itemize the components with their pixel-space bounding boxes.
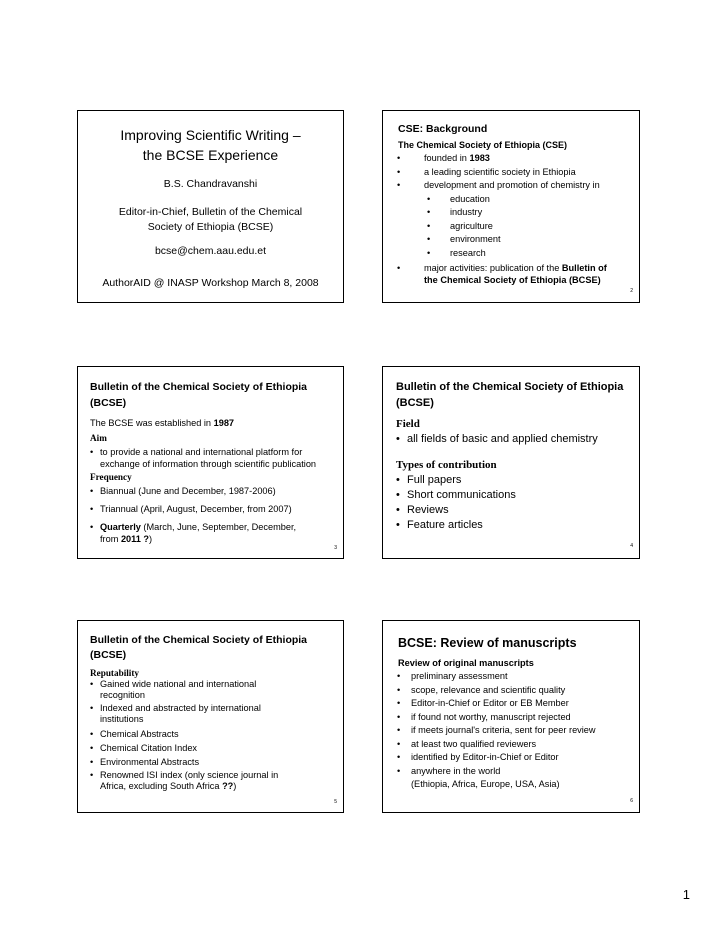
- slide-4-title: Bulletin of the Chemical Society of Ethiopia (BCSE): [396, 381, 624, 409]
- list-item: • Biannual (June and December, 1987-2006): [78, 485, 343, 497]
- sub-list-item: • research: [383, 247, 639, 261]
- reputability-label: Reputability: [90, 668, 140, 678]
- list-item: • major activities: publication of the Bulletin of the Chemical Society of Ethiopia (BCSE): [383, 262, 639, 286]
- slide-2-subtitle: The Chemical Society of Ethiopia (CSE): [398, 139, 568, 150]
- list-item: • Editor-in-Chief or Editor or EB Member: [383, 697, 639, 711]
- list-item: • development and promotion of chemistry in: [383, 179, 639, 193]
- event: AuthorAID @ INASP Workshop March 8, 2008: [102, 277, 319, 289]
- list-item: • Chemical Citation Index: [78, 742, 343, 754]
- aim-label: Aim: [90, 433, 107, 443]
- slide-2-title: CSE: Background: [398, 123, 488, 135]
- slide-1: [77, 110, 344, 303]
- slide-number: 4: [630, 543, 633, 549]
- list-item: • all fields of basic and applied chemistry: [383, 432, 639, 447]
- list-item: • Reviews: [383, 503, 639, 518]
- list-item: • identified by Editor-in-Chief or Editor: [383, 751, 639, 765]
- slide-number: 5: [334, 799, 337, 805]
- slide-3-title: Bulletin of the Chemical Society of Ethiopia (BCSE): [90, 381, 308, 409]
- author: B.S. Chandravanshi: [163, 178, 258, 190]
- list-item: • Gained wide national and international recognition: [78, 679, 343, 701]
- list-item: • to provide a national and international platform for exchange of information through scientific publication: [78, 446, 343, 470]
- list-item: • Quarterly (March, June, September, December, from 2011 ?): [78, 521, 343, 545]
- list-item: • Full papers: [383, 473, 639, 488]
- slide-6: [382, 620, 640, 813]
- slide-1-title: Improving Scientific Writing – the BCSE Experience: [120, 127, 301, 163]
- slide-5: [77, 620, 344, 813]
- list-item: • a leading scientific society in Ethiopia: [383, 166, 639, 180]
- types-label: Types of contribution: [396, 459, 497, 471]
- list-item: • Indexed and abstracted by international institutions: [78, 703, 343, 725]
- list-item: • Environmental Abstracts: [78, 756, 343, 768]
- slide-number: 6: [630, 797, 633, 804]
- continuation-text: (Ethiopia, Africa, Europe, USA, Asia): [411, 779, 560, 789]
- list-item: • if found not worthy, manuscript rejected: [383, 711, 639, 725]
- role-line-2: Society of Ethiopia (BCSE): [147, 221, 274, 233]
- list-item: • preliminary assessment: [383, 670, 639, 684]
- slide-6-subtitle: Review of original manuscripts: [398, 657, 534, 668]
- list-item: • Chemical Abstracts: [78, 728, 343, 740]
- slide-2: [382, 110, 640, 303]
- field-label: Field: [396, 418, 420, 430]
- list-item: • if meets journal's criteria, sent for peer review: [383, 724, 639, 738]
- established-text: The BCSE was established in 1987: [90, 418, 235, 428]
- slide-number: 2: [630, 287, 633, 294]
- sub-list-item: • education: [383, 193, 639, 207]
- list-item: • founded in 1983: [383, 152, 639, 166]
- list-item: • Feature articles: [383, 518, 639, 533]
- list-item: • Renowned ISI index (only science journal in Africa, excluding South Africa ??): [78, 770, 343, 792]
- email: bcse@chem.aau.edu.et: [154, 245, 267, 257]
- role-line-1: Editor-in-Chief, Bulletin of the Chemical: [118, 206, 303, 218]
- list-item: • Triannual (April, August, December, from 2007): [78, 503, 343, 515]
- sub-list-item: • environment: [383, 233, 639, 247]
- list-item: • at least two qualified reviewers: [383, 738, 639, 752]
- slide-4: [382, 366, 640, 559]
- slide-3: [77, 366, 344, 559]
- sub-list-item: • industry: [383, 206, 639, 220]
- list-item: • scope, relevance and scientific quality: [383, 684, 639, 698]
- slide-5-title: Bulletin of the Chemical Society of Ethiopia (BCSE): [90, 634, 308, 661]
- slide-2-list: [383, 152, 639, 286]
- frequency-label: Frequency: [90, 472, 132, 482]
- list-item: • Short communications: [383, 488, 639, 503]
- slide-6-title: BCSE: Review of manuscripts: [398, 636, 577, 650]
- sub-list-item: • agriculture: [383, 220, 639, 234]
- page-number: 1: [682, 887, 690, 902]
- list-item: • anywhere in the world: [383, 765, 639, 779]
- slide-number: 3: [334, 545, 337, 551]
